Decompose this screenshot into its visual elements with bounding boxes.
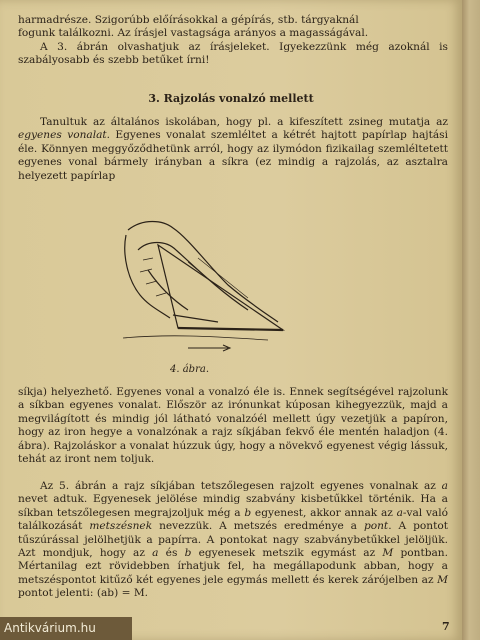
- term-straight-line: egyenes vonalat: [18, 129, 107, 142]
- top-line-2: fogunk találkozni. Az írásjel vastagsága arányos a magasságával.: [18, 27, 369, 40]
- top-line-1: harmadrésze. Szigorúbb előírásokkal a gépírás, stb. tárgyaknál: [18, 14, 359, 26]
- watermark-logo: Antikvárium.hu: [0, 617, 132, 640]
- term-intersection: metszésnek: [89, 520, 153, 533]
- page-number: 7: [442, 620, 450, 633]
- paragraph-1-continued: síkja) helyezhető. Egyenes vonal a vonalzó éle is. Ennek segítségével rajzolunk a síkban egyenes vonalat. Először az irónunkat kúposan kihegyezzük, majd a megvilágított és mindig jól látható vonalzóél mellett úgy vezetjük a papíron, hogy az iron hegye a vonalzónak a rajz síkjában fekvő éle mentén haladjon (4. ábra). Rajzoláskor a vonalat húzzuk úgy, hogy a növekvő egyenest végig lássuk, tehát az iront nem toljuk.: [18, 386, 448, 466]
- ruler-drawing-figure: [118, 210, 298, 360]
- term-point: pont: [363, 520, 389, 533]
- paragraph-2: Az 5. ábrán a rajz síkjában tetszőlegesen rajzolt egyenes vonalnak az a nevet adtuk. Egyenesek jelölése mindig szabvány kisbetűkkel történik. Ha a síkban tetszőlegesen megrajzoljuk még a b egyenest, akkor annak az a-val való találkozását metszésnek nevezzük. A metszés eredménye a pont. A pontot tűszúrással jelölhetjük a papírra. A pontokat nagy szabványbetűkkel jelöljük. Azt mondjuk, hogy az a és b egyenesek metszik egymást az M pontban. Mértanilag ezt rövidebben írhatjuk fel, ha megállapodunk abban, hogy a metszéspontot kitűző két egyenes jele egymás mellett és kerek zárójelben az M pontot jelenti: (ab) = M.: [18, 480, 449, 600]
- top-paragraph: [18, 14, 448, 68]
- section-heading: 3. Rajzolás vonalzó mellett: [148, 92, 314, 105]
- paragraph-1: Tanultuk az általános iskolában, hogy pl. a kifeszített zsineg mutatja az egyenes vonalat. Egyenes vonalat szemléltet a kétrét hajtott papírlap hajtási éle. Könnyen meggyőződhetünk arról, hogy az ilymódon fizikailag szemléltetett egyenes vonal bármely irányban a síkra (ez mindig a rajzolás, az asztalra helyezett papírlap: [18, 116, 448, 182]
- page-edge: [462, 0, 480, 640]
- figure-caption: 4. ábra.: [170, 364, 210, 375]
- intro-paragraph: A 3. ábrán olvashatjuk az írásjeleket. Igyekezzünk még azoknál is szabályosabb és szebb betűket írni!: [18, 40, 448, 67]
